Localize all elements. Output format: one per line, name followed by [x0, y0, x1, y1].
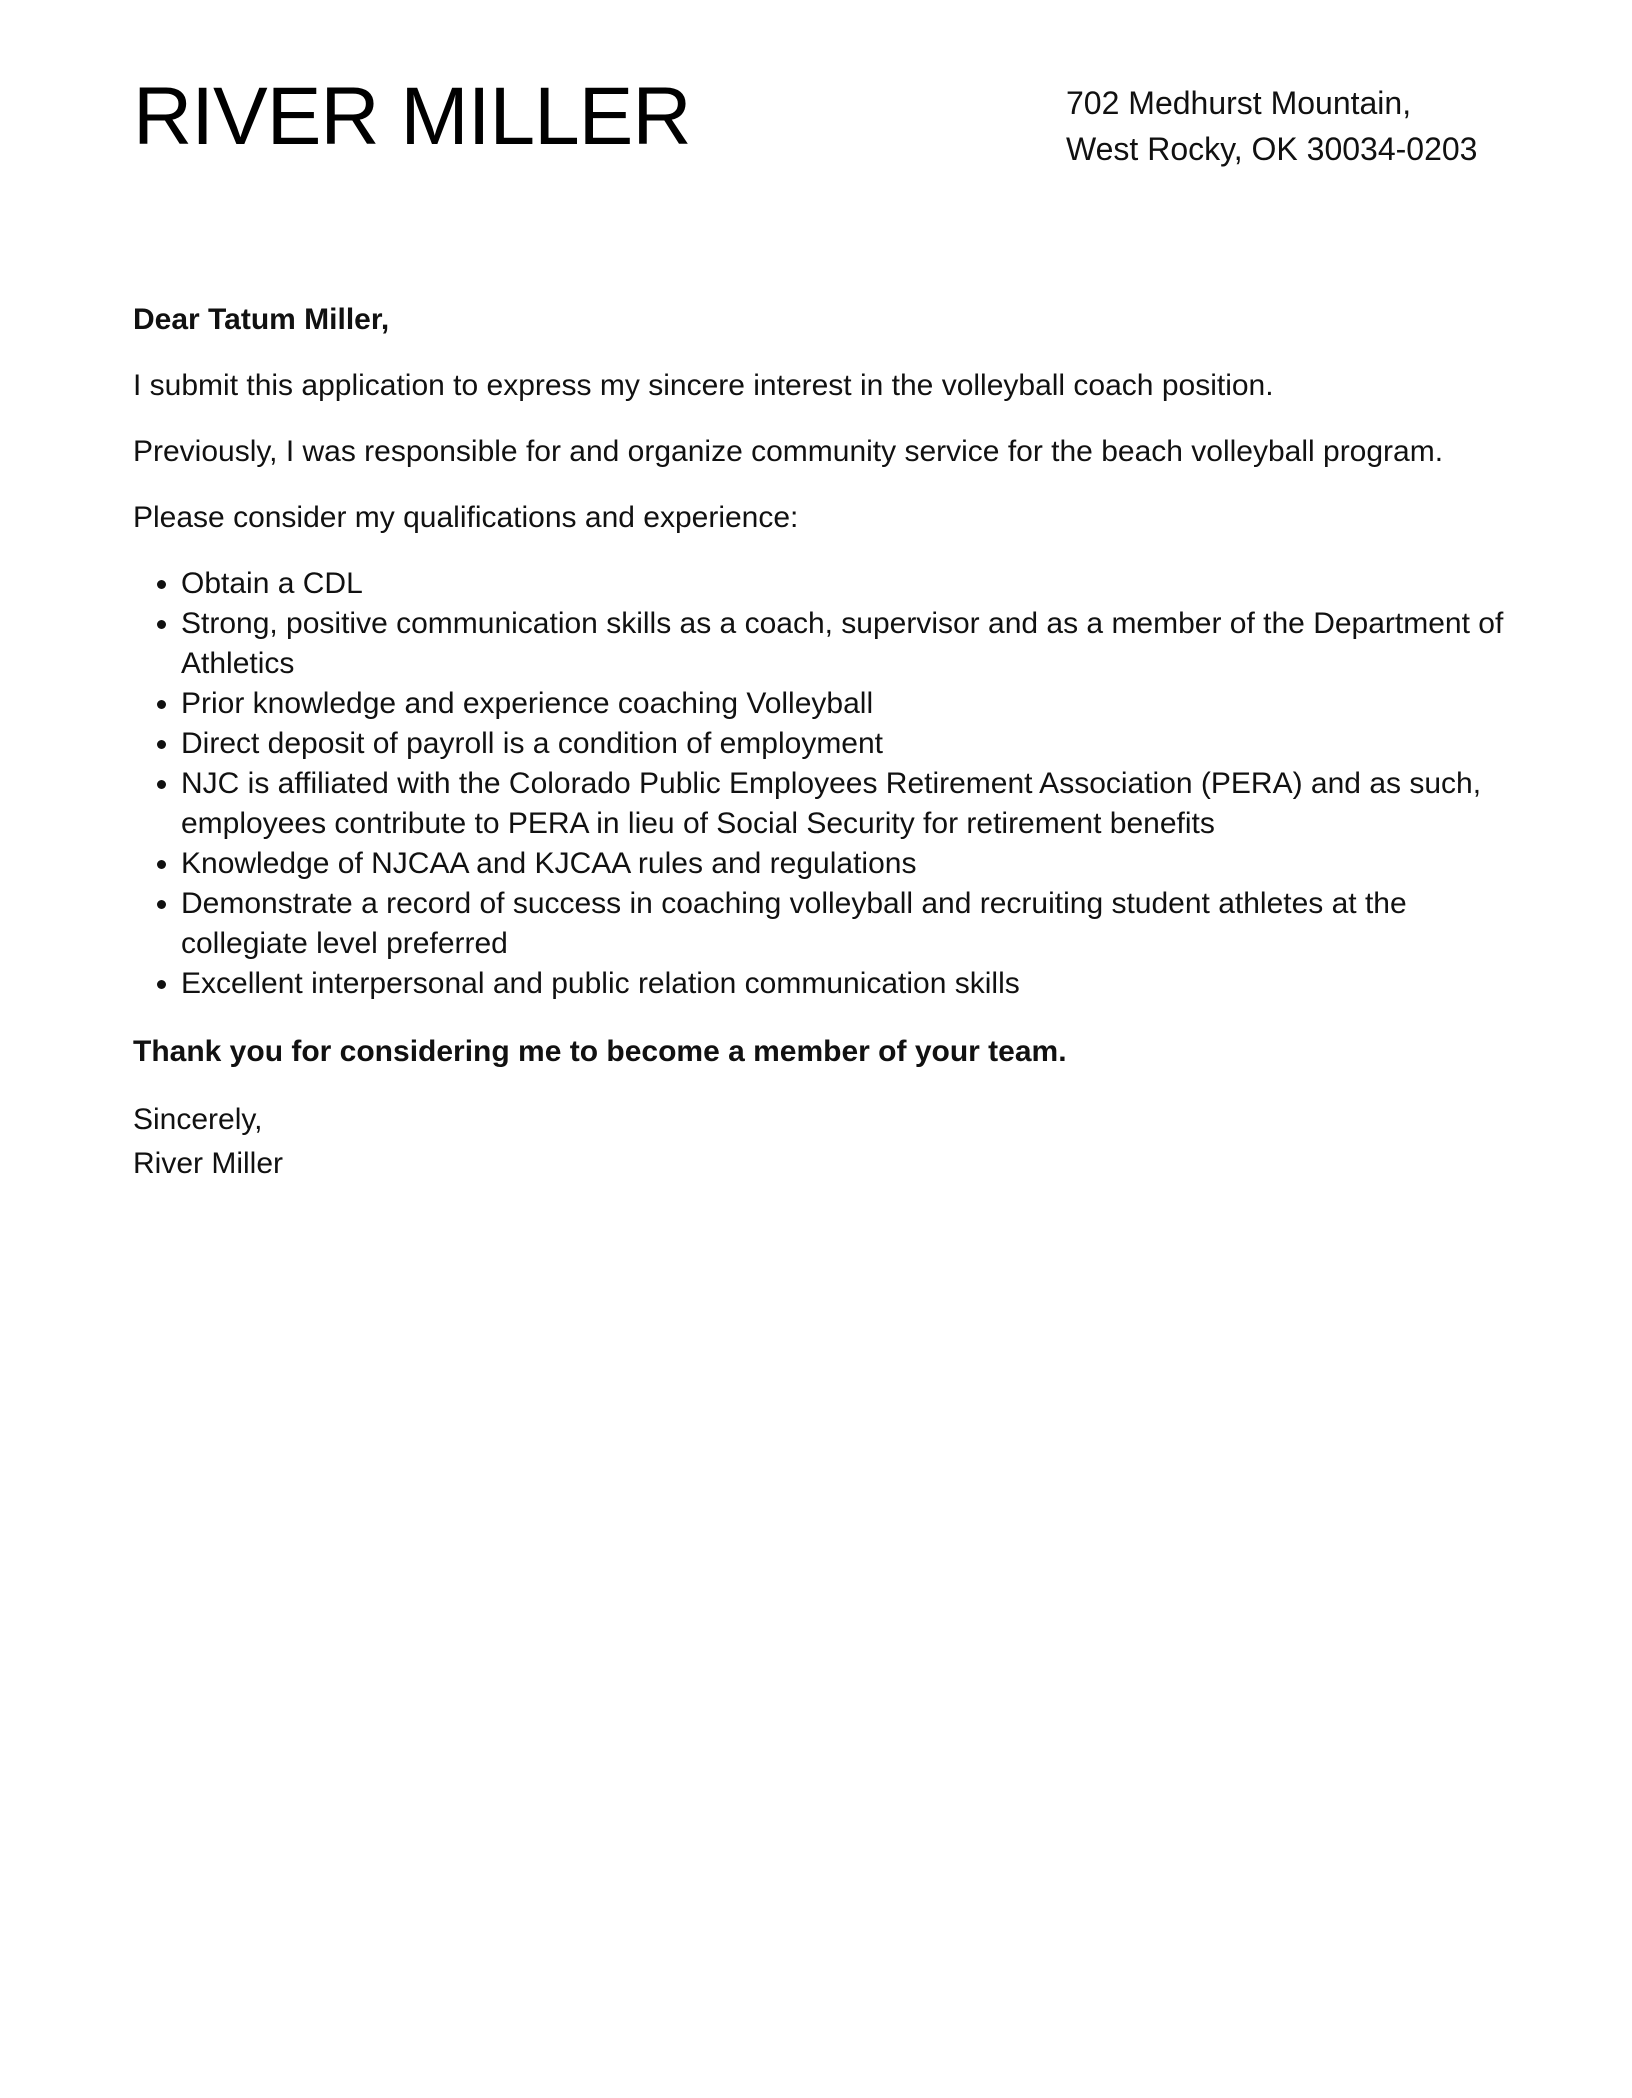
salutation: Dear Tatum Miller, — [133, 303, 390, 336]
intro-paragraph: I submit this application to express my sincere interest in the volleyball coach position. — [133, 369, 1274, 402]
qualification-item: • Knowledge of NJCAA and KJCAA rules and regulations — [181, 844, 1513, 884]
qualification-item: • Prior knowledge and experience coaching Volleyball — [181, 684, 1513, 724]
qualification-item: • Obtain a CDL — [181, 564, 1513, 604]
qualification-item: • Demonstrate a record of success in coaching volleyball and recruiting student athletes at the collegiate level preferred — [181, 884, 1513, 964]
signature-name: River Miller — [133, 1147, 283, 1180]
applicant-address — [1066, 80, 1506, 172]
qualification-item: • Strong, positive communication skills as a coach, supervisor and as a member of the Department of Athletics — [181, 604, 1513, 684]
address-line-1: 702 Medhurst Mountain, — [1066, 85, 1412, 121]
letter-body — [133, 300, 1513, 1186]
qualification-item: • Direct deposit of payroll is a condition of employment — [181, 724, 1513, 764]
qualification-item: • Excellent interpersonal and public relation communication skills — [181, 964, 1513, 1004]
signoff-phrase: Sincerely, — [133, 1103, 263, 1136]
qualifications-list — [133, 564, 1513, 1004]
qualification-item: • NJC is affiliated with the Colorado Public Employees Retirement Association (PERA) and as such, employees contribute to PERA in lieu of Social Security for retirement benefits — [181, 764, 1513, 844]
address-line-2: West Rocky, OK 30034-0203 — [1066, 131, 1478, 167]
closing-statement: Thank you for considering me to become a member of your team. — [133, 1035, 1067, 1068]
applicant-name: RIVER MILLER — [133, 71, 691, 162]
experience-paragraph: Previously, I was responsible for and organize community service for the beach volleyball program. — [133, 435, 1444, 468]
signoff — [133, 1098, 1513, 1186]
qualifications-intro: Please consider my qualifications and experience: — [133, 501, 799, 534]
